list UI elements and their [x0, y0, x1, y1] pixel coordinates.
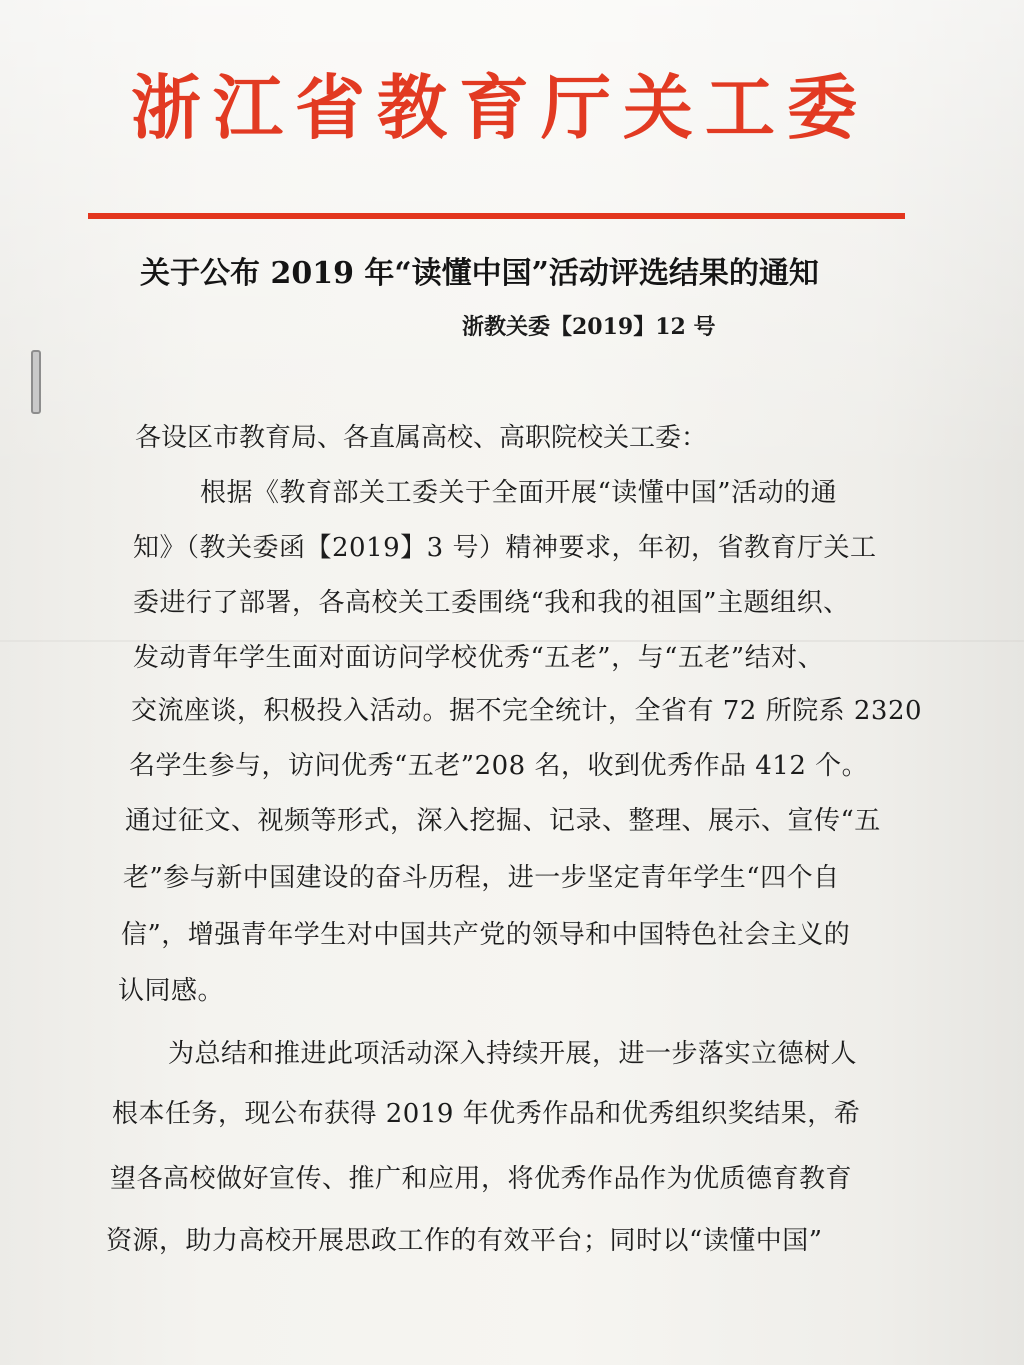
addressee: 各设区市教育局、各直属高校、高职院校关工委： — [135, 423, 708, 453]
body-line: 望各高校做好宣传、推广和应用，将优秀作品作为优质德育教育 — [110, 1164, 853, 1194]
body-line: 信”，增强青年学生对中国共产党的领导和中国特色社会主义的 — [121, 920, 851, 950]
red-divider — [88, 213, 905, 219]
body-line: 认同感。 — [118, 976, 225, 1006]
body-line: 根据《教育部关工委关于全面开展“读懂中国”活动的通 — [200, 478, 838, 508]
body-line: 交流座谈，积极投入活动。据不完全统计，全省有 72 所院系 2320 — [131, 696, 923, 726]
body-line: 发动青年学生面对面访问学校优秀“五老”，与“五老”结对、 — [133, 643, 825, 673]
body-line: 名学生参与，访问优秀“五老”208 名，收到优秀作品 412 个。 — [129, 751, 869, 781]
body-line: 知》（教关委函【2019】3 号）精神要求，年初，省教育厅关工 — [133, 533, 877, 563]
staple — [31, 350, 41, 414]
body-line: 委进行了部署，各高校关工委围绕“我和我的祖国”主题组织、 — [133, 588, 850, 618]
body-line: 资源，助力高校开展思政工作的有效平台；同时以“读懂中国” — [106, 1226, 823, 1256]
body-line: 根本任务，现公布获得 2019 年优秀作品和优秀组织奖结果，希 — [112, 1099, 861, 1129]
notice-title: 关于公布 2019 年“读懂中国”活动评选结果的通知 — [140, 256, 819, 291]
document-number: 浙教关委【2019】12 号 — [462, 314, 716, 340]
body-line: 为总结和推进此项活动深入持续开展，进一步落实立德树人 — [168, 1039, 858, 1069]
issuer-header: 浙江省教育厅关工委 — [131, 66, 869, 149]
body-line: 老”参与新中国建设的奋斗历程，进一步坚定青年学生“四个自 — [123, 863, 840, 893]
body-line: 通过征文、视频等形式，深入挖掘、记录、整理、展示、宣传“五 — [125, 806, 881, 836]
